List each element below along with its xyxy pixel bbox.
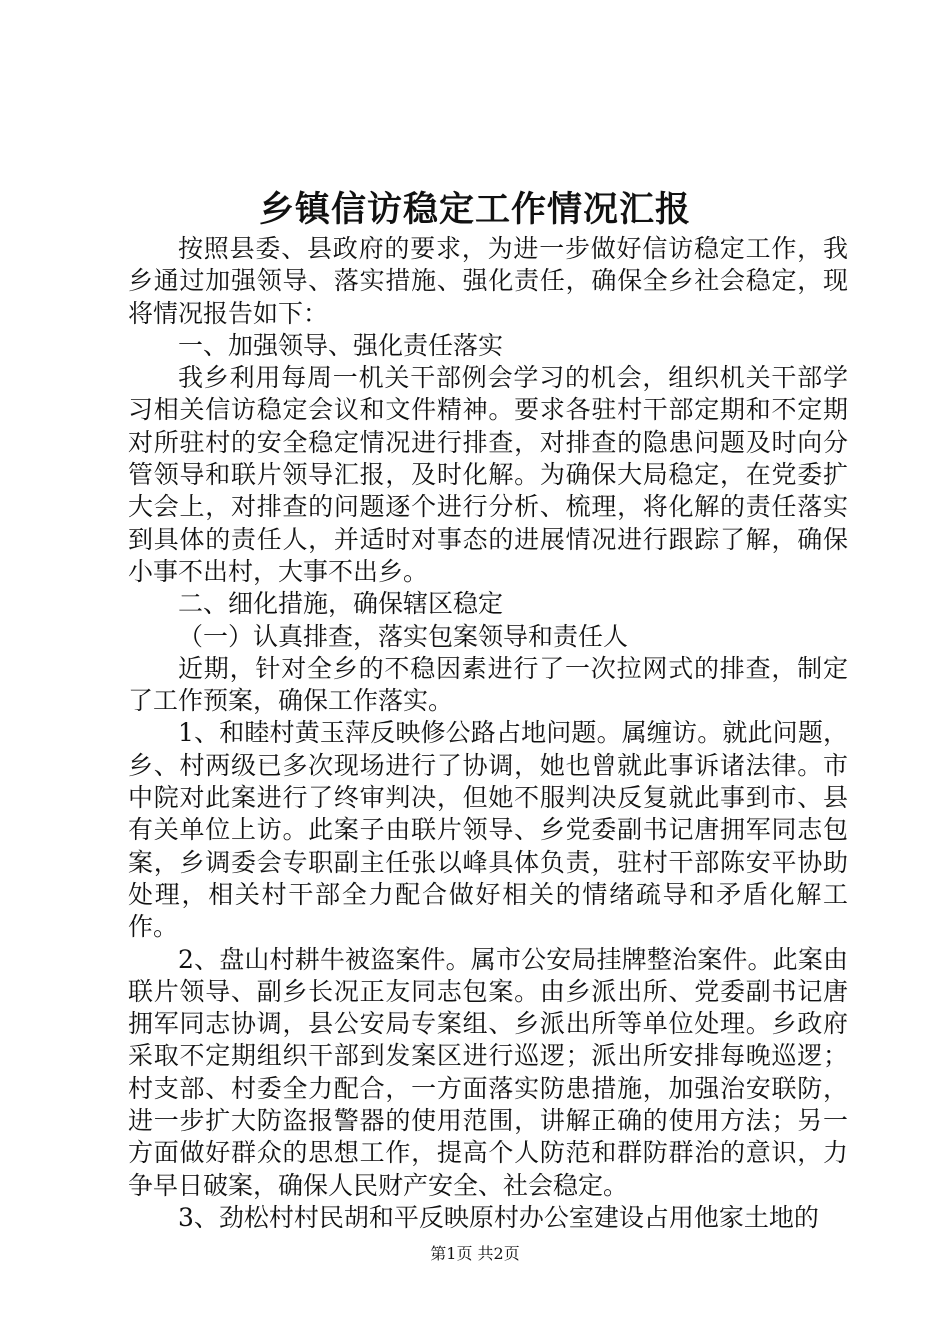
- paragraph-item-2: 2、盘山村耕牛被盗案件。属市公安局挂牌整治案件。此案由联片领导、副乡长况正友同志包案。由乡派出所、党委副书记唐拥军同志协调，县公安局专案组、乡派出所等单位处理。乡政府采取不定期组织干部到发案区进行巡逻；派出所安排每晚巡逻；村支部、村委全力配合，一方面落实防患措施，加强治安联防，进一步扩大防盗报警器的使用范围，讲解正确的使用方法；另一方面做好群众的思想工作，提高个人防范和群防群治的意识，力争早日破案，确保人民财产安全、社会稳定。: [128, 944, 848, 1200]
- paragraph-section-1: 我乡利用每周一机关干部例会学习的机会，组织机关干部学习相关信访稳定会议和文件精神。要求各驻村干部定期和不定期对所驻村的安全稳定情况进行排查，对排查的隐患问题及时向分管领导和联片领导汇报，及时化解。为确保大局稳定，在党委扩大会上，对排查的问题逐个进行分析、梳理，将化解的责任落实到具体的责任人，并适时对事态的进展情况进行跟踪了解，确保小事不出村，大事不出乡。: [128, 363, 848, 586]
- section-heading-1: 一、加强领导、强化责任落实: [178, 330, 504, 360]
- document-title: 乡镇信访稳定工作情况汇报: [258, 189, 691, 230]
- paragraph-item-1: 1、和睦村黄玉萍反映修公路占地问题。属缠访。就此问题，乡、村两级已多次现场进行了协调，她也曾就此事诉诸法律。市中院对此案进行了终审判决，但她不服判决反复就此事到市、县有关单位上访。此案子由联片领导、乡党委副书记唐拥军同志包案，乡调委会专职副主任张以峰具体负责，驻村干部陈安平协助处理，相关村干部全力配合做好相关的情绪疏导和矛盾化解工作。: [128, 718, 848, 942]
- section-heading-2: 二、细化措施，确保辖区稳定: [178, 589, 504, 619]
- paragraph-subsection-1: 近期，针对全乡的不稳因素进行了一次拉网式的排查，制定了工作预案，确保工作落实。: [128, 653, 848, 716]
- subsection-heading-1: （一）认真排查，落实包案领导和责任人: [178, 621, 629, 651]
- document-body: [128, 233, 848, 1234]
- paragraph-item-3: 3、劲松村村民胡和平反映原村办公室建设占用他家土地的: [178, 1202, 819, 1232]
- page-footer: 第1页 共2页: [430, 1244, 520, 1263]
- paragraph-intro: 按照县委、县政府的要求，为进一步做好信访稳定工作，我乡通过加强领导、落实措施、强化责任，确保全乡社会稳定，现将情况报告如下：: [128, 234, 848, 328]
